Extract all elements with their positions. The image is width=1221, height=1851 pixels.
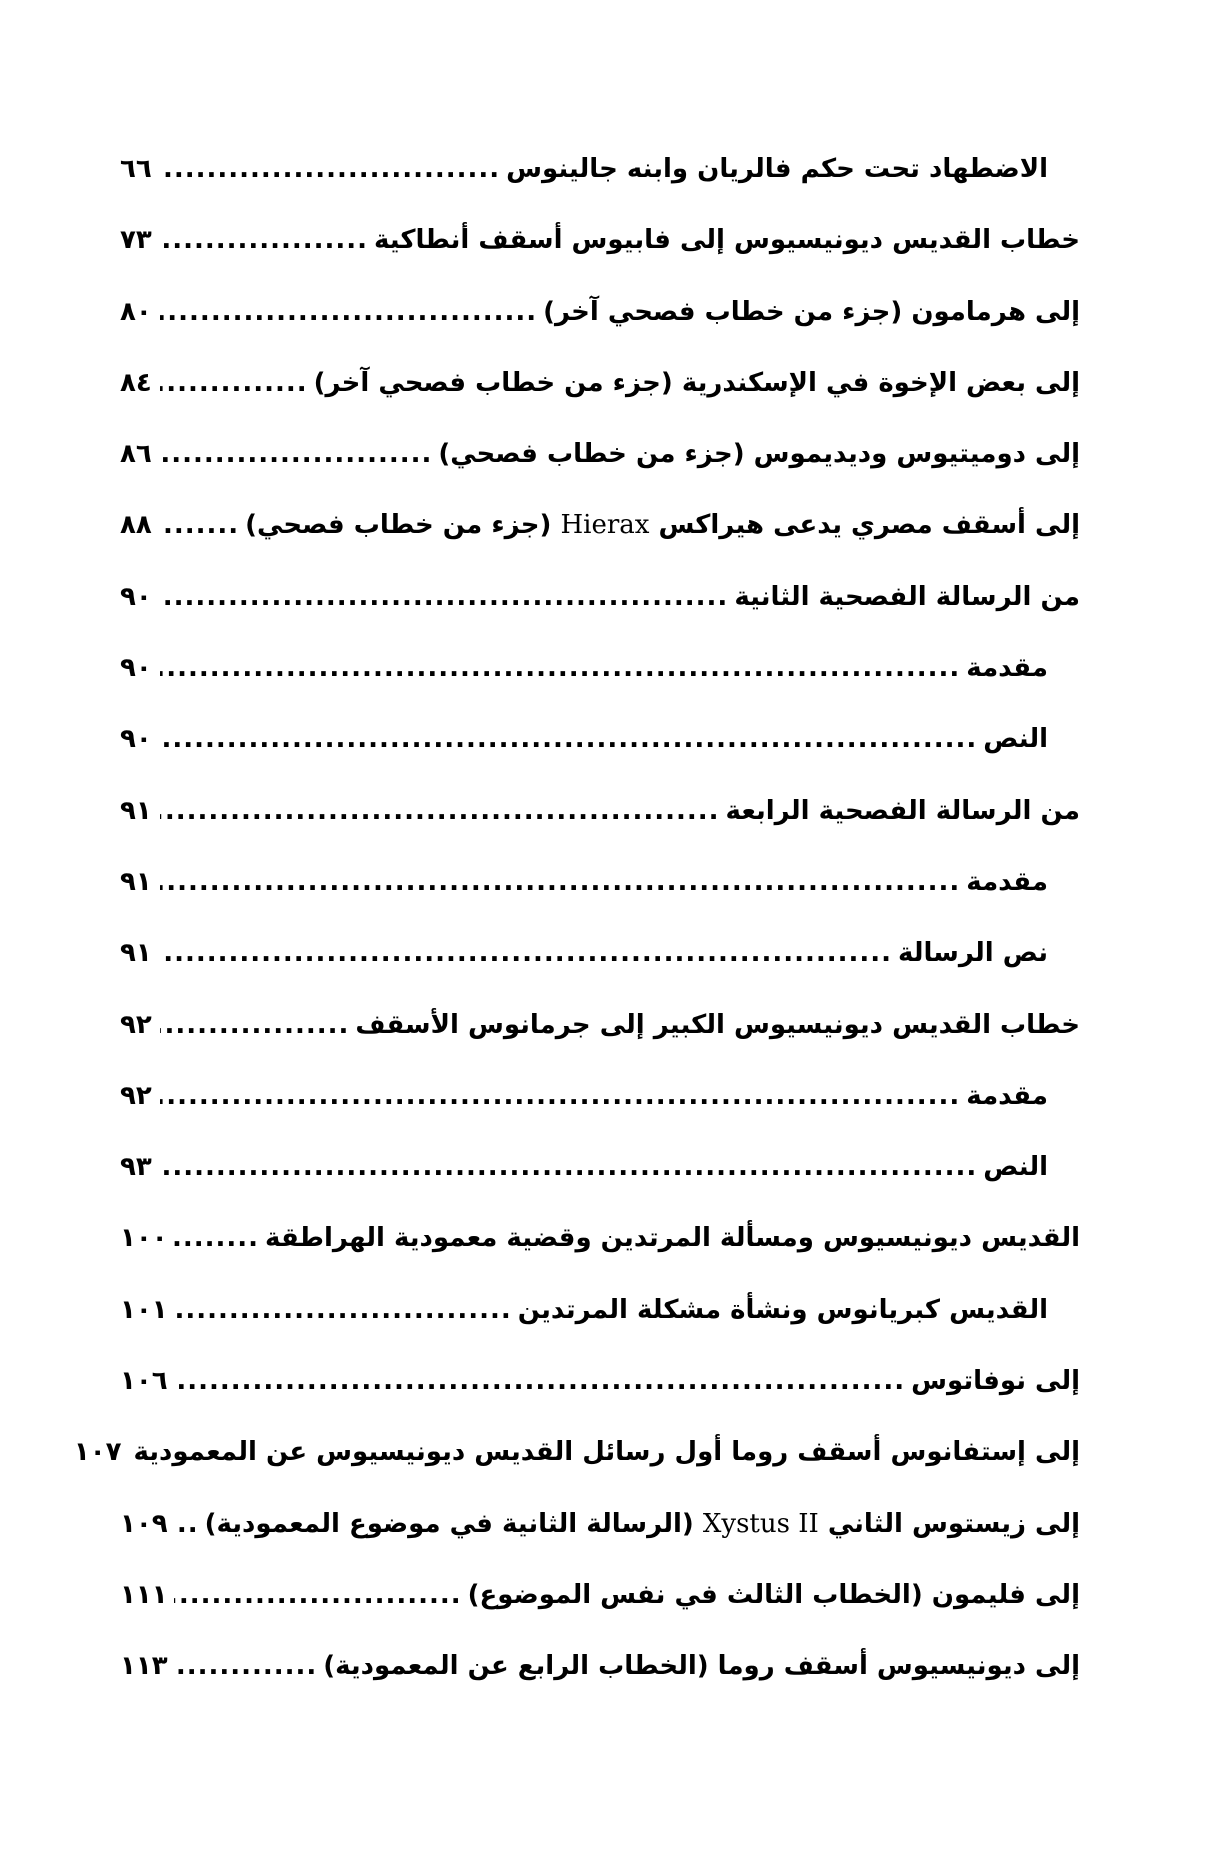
toc-entry-page-number: ٨٦ — [120, 439, 152, 470]
dot-leader — [174, 1505, 199, 1543]
dot-leader — [160, 1077, 960, 1115]
toc-entry — [120, 1505, 1080, 1576]
toc-entry-page-number: ٩٢ — [120, 1080, 152, 1111]
table-of-contents — [73, 150, 1080, 1719]
toc-entry-title: خطاب القديس ديونيسيوس إلى فابيوس أسقف أنطاكية — [374, 225, 1080, 256]
toc-entry-title: إلى فليمون (الخطاب الثالث في نفس الموضوع) — [467, 1579, 1080, 1610]
toc-entry-page-number: ٩١ — [120, 938, 152, 969]
toc-entry-title: القديس ديونيسيوس ومسألة المرتدين وقضية معمودية الهراطقة — [265, 1223, 1080, 1254]
dot-leader — [174, 1576, 462, 1614]
dot-leader — [174, 1362, 906, 1400]
toc-entry — [120, 506, 1080, 577]
dot-leader — [160, 578, 728, 616]
latin-name: Xystus II — [702, 1508, 819, 1539]
toc-entry-page-number: ٩٠ — [120, 581, 152, 612]
toc-entry-page-number: ٧٣ — [120, 225, 152, 256]
dot-leader — [160, 150, 500, 188]
toc-entry-page-number: ٩٣ — [120, 1152, 152, 1183]
toc-entry-page-number: ٩٢ — [120, 1009, 152, 1040]
dot-leader — [160, 221, 368, 259]
toc-entry-title: مقدمة — [966, 1080, 1048, 1111]
toc-entry — [120, 293, 1080, 364]
toc-entry-title: إلى زيستوس الثاني Xystus II (الرسالة الثانية في موضوع المعمودية) — [204, 1508, 1080, 1539]
toc-entry — [120, 1148, 1080, 1219]
toc-entry — [120, 649, 1080, 720]
toc-entry-title: نص الرسالة — [898, 938, 1048, 969]
toc-entry-page-number: ٩٠ — [120, 724, 152, 755]
toc-entry-title: الاضطهاد تحت حكم فالريان وابنه جالينوس — [506, 154, 1048, 184]
toc-entry-page-number: ١٠٦ — [120, 1366, 168, 1397]
dot-leader — [160, 506, 239, 544]
dot-leader — [160, 649, 960, 687]
toc-entry-page-number: ٨٨ — [120, 510, 152, 541]
toc-entry-title: النص — [983, 1152, 1048, 1183]
toc-entry — [120, 364, 1080, 435]
toc-entry-title: من الرسالة الفصحية الثانية — [734, 581, 1080, 612]
toc-entry — [120, 792, 1080, 863]
toc-entry — [120, 578, 1080, 649]
toc-entry-page-number: ١٠٧ — [73, 1437, 122, 1468]
toc-entry — [120, 934, 1080, 1005]
toc-entry-page-number: ٦٦ — [120, 154, 152, 184]
toc-entry-title: من الرسالة الفصحية الرابعة — [725, 795, 1080, 826]
toc-entry-title: إلى بعض الإخوة في الإسكندرية (جزء من خطاب فصحي آخر) — [313, 367, 1080, 398]
latin-name: Hierax — [560, 510, 650, 541]
toc-entry-page-number: ١١١ — [120, 1579, 168, 1610]
dot-leader — [160, 1148, 977, 1186]
dot-leader — [160, 293, 537, 331]
dot-leader — [160, 863, 960, 901]
dot-leader — [160, 792, 720, 830]
toc-entry-page-number: ١١٣ — [120, 1651, 168, 1682]
toc-entry-title: خطاب القديس ديونيسيوس الكبير إلى جرمانوس الأسقف — [355, 1009, 1080, 1040]
toc-entry-title: إلى أسقف مصري يدعى هيراكس Hierax (جزء من خطاب فصحي) — [245, 510, 1080, 541]
dot-leader — [174, 1219, 259, 1257]
toc-entry — [73, 1433, 1080, 1504]
toc-entry-page-number: ٩١ — [120, 795, 152, 826]
toc-entry — [120, 150, 1080, 221]
toc-entry — [120, 1219, 1080, 1290]
toc-entry — [120, 221, 1080, 292]
toc-entry-title: النص — [983, 724, 1048, 755]
toc-entry-title: القديس كبريانوس ونشأة مشكلة المرتدين — [517, 1294, 1048, 1325]
dot-leader — [160, 435, 432, 473]
toc-entry-title: إلى نوفاتوس — [911, 1366, 1080, 1397]
toc-entry — [120, 1006, 1080, 1077]
toc-entry-title: مقدمة — [966, 866, 1048, 897]
toc-entry-page-number: ١٠١ — [120, 1294, 168, 1325]
toc-entry-page-number: ٨٠ — [120, 296, 152, 327]
dot-leader — [160, 720, 977, 758]
toc-entry-page-number: ١٠٠ — [120, 1223, 168, 1254]
dot-leader — [160, 364, 308, 402]
dot-leader — [174, 1291, 512, 1329]
dot-leader — [174, 1647, 318, 1685]
toc-entry-page-number: ٨٤ — [120, 367, 152, 398]
toc-entry — [120, 720, 1080, 791]
toc-entry — [120, 863, 1080, 934]
toc-entry-title: إلى ديونيسيوس أسقف روما (الخطاب الرابع عن المعمودية) — [323, 1651, 1080, 1682]
toc-entry — [120, 1647, 1080, 1718]
toc-entry-page-number: ٩٠ — [120, 653, 152, 684]
toc-entry-title: إلى دوميتيوس وديديموس (جزء من خطاب فصحي) — [438, 439, 1080, 470]
toc-entry-title: مقدمة — [966, 653, 1048, 684]
toc-entry-page-number: ٩١ — [120, 866, 152, 897]
toc-entry — [120, 1077, 1080, 1148]
toc-entry — [120, 435, 1080, 506]
toc-entry — [120, 1576, 1080, 1647]
toc-entry-page-number: ١٠٩ — [120, 1508, 168, 1539]
toc-entry-title: إلى هرمامون (جزء من خطاب فصحي آخر) — [543, 296, 1080, 327]
dot-leader — [160, 934, 892, 972]
toc-entry-title: إلى إستفانوس أسقف روما أول رسائل القديس ديونيسيوس عن المعمودية — [133, 1437, 1080, 1468]
dot-leader — [160, 1006, 349, 1044]
toc-entry — [120, 1362, 1080, 1433]
toc-entry — [120, 1291, 1080, 1362]
